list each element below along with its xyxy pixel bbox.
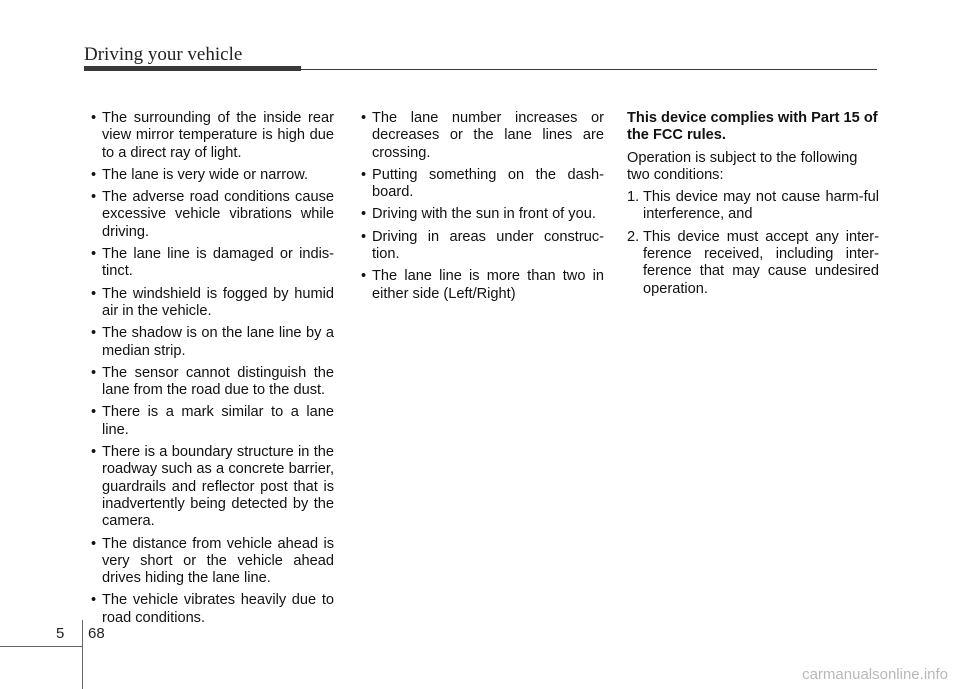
bullet-icon: • — [91, 285, 97, 302]
bullet-icon: • — [91, 404, 97, 421]
watermark: carmanualsonline.info — [802, 666, 948, 683]
bullet-icon: • — [91, 189, 97, 206]
header-bar — [84, 66, 301, 71]
list-item: • The lane number increases or decreases or the lane lines are crossing. — [361, 110, 604, 161]
list-item: • The sensor cannot distinguish the lane from the road due to the dust. — [91, 364, 334, 399]
bullet-icon: • — [91, 444, 97, 461]
list-item: • The surrounding of the inside rear view mirror temperature is high due to a direct ray of light. — [91, 110, 334, 161]
fcc-conditions-list — [627, 189, 879, 298]
condition-list-middle — [358, 110, 604, 303]
column-right — [627, 110, 879, 303]
list-item: • The adverse road conditions cause excessive vehicle vibrations while driving. — [91, 189, 334, 240]
bullet-icon: • — [91, 364, 97, 381]
column-left — [88, 110, 334, 632]
section-number: 5 — [56, 625, 65, 642]
bullet-icon: • — [361, 166, 367, 183]
list-item: • Driving in areas under construc-tion. — [361, 228, 604, 263]
list-item: • There is a mark similar to a lane line. — [91, 404, 334, 438]
list-item: • There is a boundary structure in the roadway such as a concrete barrier, guardrails and reflector post that is inadvertently being detected by the camera. — [91, 444, 334, 530]
item-number: 1. — [627, 189, 640, 206]
list-item: • Putting something on the dash-board. — [361, 166, 604, 201]
header-title: Driving your vehicle — [84, 44, 243, 65]
fcc-heading: This device complies with Part 15 of the FCC rules. — [627, 110, 878, 144]
list-item: 2. This device must accept any inter-ference received, including inter-ference that may cause undesired operation. — [627, 228, 879, 297]
list-item: • The lane is very wide or narrow. — [91, 166, 309, 183]
bullet-icon: • — [361, 206, 367, 223]
bullet-icon: • — [361, 268, 367, 285]
list-item: • The distance from vehicle ahead is very short or the vehicle ahead drives hiding the lane line. — [91, 535, 334, 587]
item-number: 2. — [627, 228, 640, 245]
fcc-intro: Operation is subject to the following two conditions: — [627, 149, 858, 183]
page-number: 68 — [88, 625, 105, 642]
bullet-icon: • — [361, 110, 367, 126]
list-item: • The lane line is more than two in either side (Left/Right) — [361, 268, 604, 302]
footer-divider-vertical — [82, 620, 83, 689]
bullet-icon: • — [91, 110, 97, 126]
bullet-icon: • — [91, 166, 97, 183]
bullet-icon: • — [91, 246, 97, 263]
list-item: • The windshield is fogged by humid air in the vehicle. — [91, 285, 334, 319]
column-middle — [358, 110, 604, 308]
bullet-icon: • — [361, 228, 367, 245]
list-item: • The shadow is on the lane line by a median strip. — [91, 325, 334, 359]
list-item: • The lane line is damaged or indis-tinct. — [91, 246, 334, 280]
list-item: • Driving with the sun in front of you. — [361, 206, 596, 223]
bullet-icon: • — [91, 592, 97, 609]
list-item: • The vehicle vibrates heavily due to road conditions. — [91, 592, 334, 626]
header-rule — [301, 69, 877, 70]
list-item: 1. This device may not cause harm-ful interference, and — [627, 189, 879, 223]
bullet-icon: • — [91, 535, 97, 552]
footer-divider-horizontal — [0, 646, 82, 647]
bullet-icon: • — [91, 325, 97, 342]
condition-list-left — [88, 110, 334, 627]
